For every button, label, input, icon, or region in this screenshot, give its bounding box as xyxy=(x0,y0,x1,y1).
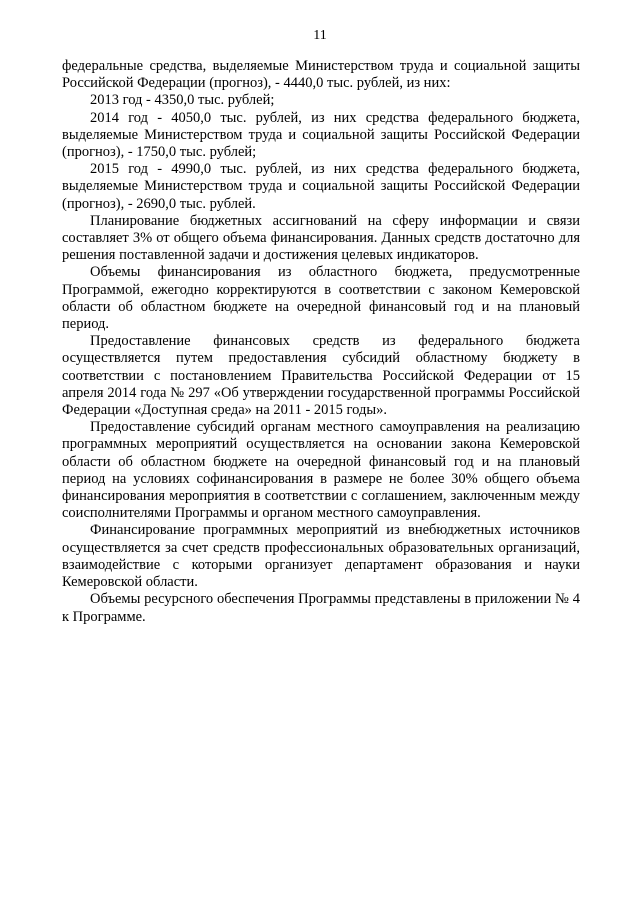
paragraph-local-subsidies: Предоставление субсидий органам местного самоуправления на реализацию программных мероприятий осуществляется на основании закона Кемеровской области об областном бюджете на очередной финансовый год и на плановый период на условиях софинансирования в размере не более 30% общего объема финансирования мероприятия в соответствии с соглашением, заключенным между соисполнителями Программы и органом местного самоуправления. xyxy=(62,419,580,522)
paragraph-federal-funds: федеральные средства, выделяемые Министерством труда и социальной защиты Российской Федерации (прогноз), - 4440,0 тыс. рублей, из них: xyxy=(62,58,580,92)
paragraph-budget-planning: Планирование бюджетных ассигнований на сферу информации и связи составляет 3% от общего объема финансирования. Данных средств достаточно для решения поставленной задачи и достижения целевых индикаторов. xyxy=(62,212,580,264)
paragraph-extrabudgetary: Финансирование программных мероприятий из внебюджетных источников осуществляется за счет средств профессиональных образовательных организаций, взаимодействие с которыми организует департамент образования и науки Кемеровской области. xyxy=(62,522,580,591)
paragraph-regional-budget: Объемы финансирования из областного бюджета, предусмотренные Программой, ежегодно корректируются в соответствии с законом Кемеровской области об областном бюджете на очередной финансовый год и на плановый период. xyxy=(62,264,580,333)
page-number: 11 xyxy=(313,28,327,43)
paragraph-year-2014: 2014 год - 4050,0 тыс. рублей, из них средства федерального бюджета, выделяемые Министерством труда и социальной защиты Российской Федерации (прогноз), - 1750,0 тыс. рублей; xyxy=(62,109,580,161)
paragraph-federal-subsidies: Предоставление финансовых средств из федерального бюджета осуществляется путем предоставления субсидий областному бюджету в соответствии с постановлением Правительства Российской Федерации от 15 апреля 2014 года № 297 «Об утверждении государственной программы Российской Федерации «Доступная среда» на 2011 - 2015 годы». xyxy=(62,333,580,419)
paragraph-year-2015: 2015 год - 4990,0 тыс. рублей, из них средства федерального бюджета, выделяемые Министерством труда и социальной защиты Российской Федерации (прогноз), - 2690,0 тыс. рублей. xyxy=(62,161,580,212)
document-body xyxy=(62,58,580,626)
paragraph-resource-appendix: Объемы ресурсного обеспечения Программы представлены в приложении № 4 к Программе. xyxy=(62,591,580,625)
paragraph-year-2013: 2013 год - 4350,0 тыс. рублей; xyxy=(90,92,275,109)
